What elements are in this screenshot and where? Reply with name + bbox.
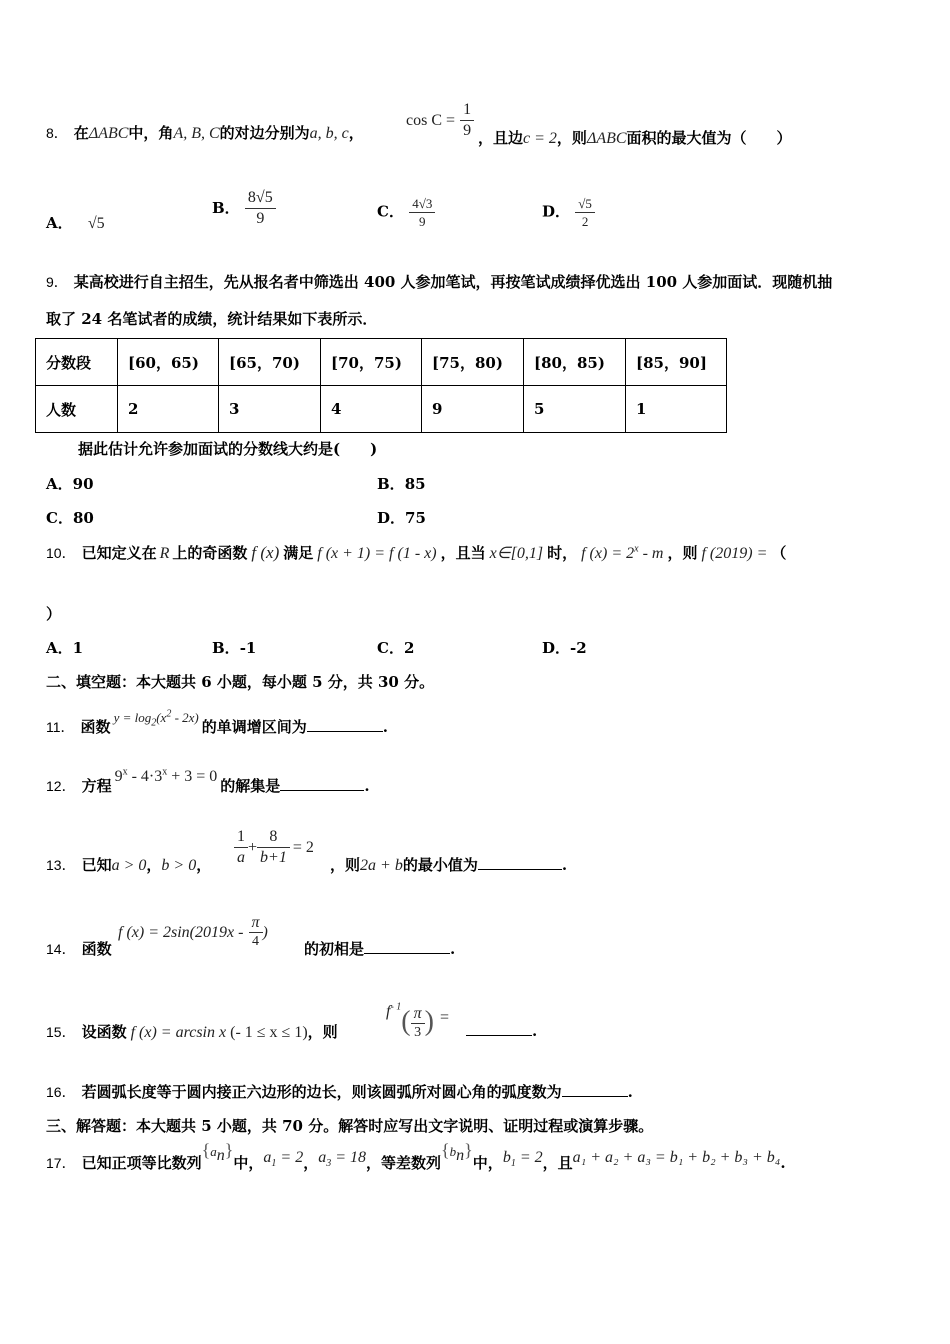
answer-blank[interactable] [364,939,450,954]
text: . [532,1022,538,1040]
math-part: a [210,1144,217,1159]
question-number: 13． [46,857,76,873]
option-label: D． [542,202,571,221]
math-fx: f (x) [251,543,280,562]
question-number: 14． [46,941,76,957]
math-plus: + [248,839,258,856]
question-number: 16． [46,1084,76,1100]
math-exponent: x [122,766,128,778]
table-cell: 9 [422,386,524,433]
table-header-cell: 人数 [36,386,118,433]
text: 二、填空题：本大题共 6 小题，每小题 5 分，共 30 分。 [46,673,435,691]
option-value: √5 [87,215,105,232]
denominator: a [237,849,245,866]
fraction [234,827,248,868]
table-cell: [80，85) [524,339,626,386]
text: . [627,1083,633,1101]
math-subscript: n [216,1147,225,1164]
option-b[interactable] [212,637,256,658]
table-cell: [70，75) [321,339,422,386]
math-subscript: 2 [151,717,157,729]
option-a[interactable] [46,473,94,494]
question-number: 10． [46,545,76,561]
option-value: -2 [570,639,587,657]
numerator: π [249,914,263,933]
question-17 [46,1140,786,1177]
text: ） [46,605,62,623]
math-exponent: 2 [166,708,172,720]
math-function: f (x) = arcsin x [130,1024,227,1041]
text: 面积的最大值为（ ） [626,129,792,147]
text: 中， [472,1154,503,1172]
math-cos: cos C = [406,112,456,129]
inverse-expression [386,1001,449,1042]
option-value: 80 [72,509,94,527]
fraction [575,195,595,230]
paren-right: ) [424,1006,434,1037]
question-14-cont [304,938,455,959]
math-cond [318,1149,366,1170]
math-cond: a > 0 [111,857,147,874]
option-c[interactable] [377,195,435,230]
question-number: 12． [46,778,76,794]
sequence-an [201,1140,234,1164]
option-label: D． [542,639,571,657]
fraction [257,827,290,868]
math-cond: b > 0 [161,857,197,874]
text: ，则 [556,129,587,147]
option-value: 1 [72,639,84,657]
option-d[interactable] [542,195,595,230]
math-triangle: ΔABC [88,125,129,142]
option-d[interactable] [542,637,587,658]
option-value: 2 [403,639,415,657]
math-part: f [386,1003,391,1020]
text: ， [146,856,162,874]
text: 设函数 [81,1023,127,1041]
text: ，则 [307,1023,338,1041]
table-cell: 1 [626,386,727,433]
option-label: C． [46,509,73,527]
table-cell: [65，70) [219,339,321,386]
option-label: D． [377,509,406,527]
math-part: - m [638,545,664,562]
denominator: 9 [419,214,426,229]
text: 已知正项等比数列 [81,1154,202,1172]
text: （ [771,544,787,562]
answer-blank[interactable] [562,1082,628,1097]
text: 函数 [80,718,111,736]
fraction [411,1005,425,1042]
option-value: -1 [239,639,257,657]
question-15 [46,1021,338,1042]
question-12 [46,766,370,796]
option-d[interactable] [377,507,426,528]
section-3-heading [46,1115,653,1136]
math-subscript: 1 [271,1158,277,1170]
text: ， [348,124,364,142]
text: ， [196,856,212,874]
numerator: 8√5 [245,188,276,209]
math-exponent: x [162,766,168,778]
denominator: 2 [581,214,589,229]
question-number: 9． [46,274,68,290]
math-r: R [159,545,170,562]
question-14 [46,938,112,959]
math-part: = 2 [515,1149,543,1166]
math-angles: A, B, C [173,125,220,142]
math-part: b [449,1144,457,1159]
math-subscript: 3 [326,1158,332,1170]
text: 满足 [283,544,314,562]
text: 三、解答题：本大题共 5 小题，共 70 分。解答时应写出文字说明、证明过程或演算步骤。 [46,1117,654,1135]
math-exponent: - 1 [390,1001,402,1013]
option-value: 75 [405,509,426,527]
text: 若圆弧长度等于圆内接正六边形的边长，则该圆弧所对圆心角的弧度数为 [81,1083,562,1101]
table-cell: 2 [118,386,219,433]
option-label: C． [377,202,404,221]
math-eq: = 2 [292,839,314,856]
text: 上的奇函数 [172,544,248,562]
text: . [382,718,389,736]
numerator: 1 [234,827,248,848]
answer-blank[interactable] [280,776,364,791]
question-number: 8． [46,125,68,141]
sequence-bn [441,1140,473,1164]
text: ，且边 [478,129,524,147]
table-cell: 4 [321,386,422,433]
text: 据此估计允许参加面试的分数线大约是( ) [78,440,378,458]
math-subscript: 1 [510,1158,516,1170]
question-13-cont [330,854,567,875]
paren-left: ( [401,1006,411,1037]
text: 已知定义在 [81,544,157,562]
math-domain: x∈[0,1] [489,545,544,562]
math-eq1: f (x + 1) = f (1 - x) [317,545,437,562]
function-expression [118,914,268,951]
option-label: B． [377,475,405,493]
math-equation [115,768,218,785]
math-function: f (x) = 2sin(2019x - [118,924,244,941]
option-label: C． [377,639,404,657]
math-eq3: f (2019) = [701,545,768,562]
question-13 [46,854,211,875]
brace: } [224,1140,234,1160]
question-8 [46,122,364,143]
text: 时， [547,544,578,562]
fraction [409,195,435,230]
answer-blank[interactable] [478,855,562,870]
text: 的解集是 [220,777,281,795]
question-9-line1 [46,271,832,292]
table-header-cell: 分数段 [36,339,118,386]
text: 函数 [81,940,112,958]
text: ，且 [542,1154,573,1172]
option-label: B． [212,198,240,217]
text: ，则 [330,856,361,874]
table-cell: [75，80) [422,339,524,386]
option-a[interactable] [46,637,83,658]
option-c[interactable] [377,637,414,658]
fraction-equation [234,827,314,868]
option-value: 90 [72,475,94,493]
text: 某高校进行自主招生，先从报名者中筛选出 400 人参加笔试，再按笔试成绩择优选出 100 人参加面试．现随机抽 [73,273,833,291]
question-8-cont [478,127,792,148]
numerator: 8 [257,827,290,848]
question-9-line2 [46,308,377,329]
table-cell: 3 [219,386,321,433]
table-cell: 5 [524,386,626,433]
numerator: √5 [575,195,595,213]
table-cell: [85，90] [626,339,727,386]
table-row [36,339,727,386]
math-part: f (x) = 2 [581,545,635,562]
denominator: b+1 [260,849,287,866]
numerator: 4√3 [409,195,435,213]
math-range: (- 1 ≤ x ≤ 1) [230,1024,308,1041]
option-value: 85 [404,475,426,493]
math-part: a [318,1149,327,1166]
option-label: B． [212,639,240,657]
denominator: 4 [252,934,260,949]
option-c[interactable] [46,507,94,528]
text: ，等差数列 [366,1154,442,1172]
math-part: + 3 = 0 [167,768,218,785]
brace: { [201,1140,211,1160]
math-inverse [386,1003,401,1020]
math-cond [263,1149,304,1170]
section-2-heading [46,671,434,692]
option-label: A． [46,475,73,493]
text: 中，角 [128,124,174,142]
fraction [245,188,276,229]
cos-c-expression [406,100,474,141]
text: . [450,940,456,958]
math-eq: = [439,1009,449,1026]
answer-blank[interactable] [307,717,383,732]
math-expr: 2a + b [360,857,403,874]
question-10 [46,542,786,563]
question-number: 11． [46,719,75,735]
denominator: 9 [463,122,472,139]
math-eq2 [581,545,663,562]
math-sides: a, b, c [309,125,349,142]
math-part: = 2 [276,1149,304,1166]
table-row [36,386,727,433]
math-subscript: n [456,1147,465,1164]
text: 取了 24 名笔试者的成绩，统计结果如下表所示． [46,310,378,328]
question-number: 17． [46,1155,76,1171]
text: 方程 [81,777,112,795]
numerator: π [411,1005,425,1024]
math-part: - 4·3 [127,768,163,785]
math-log [113,708,199,729]
text: 的最小值为 [402,856,478,874]
text: . [780,1154,786,1172]
question-11 [46,708,389,739]
math-exponent: x [634,543,639,555]
math-sum-eq: a₁ + a₂ + a₃ = b₁ + b₂ + b₃ + b₄ [572,1149,781,1166]
math-part: (x [156,710,167,725]
text: 中， [233,1154,264,1172]
text: ，且当 [440,544,486,562]
math-part: 9 [114,768,123,785]
math-part: y = log [113,710,152,725]
brace: } [464,1140,473,1160]
text: ，则 [667,544,698,562]
math-cond [502,1149,543,1170]
math-part: - 2x) [171,710,199,725]
text: 已知 [81,856,112,874]
text: . [364,777,370,795]
table-cell: [60，65) [118,339,219,386]
fraction [249,914,263,951]
option-b[interactable] [212,188,276,229]
question-16 [46,1081,633,1102]
answer-blank[interactable] [466,1021,532,1036]
question-10-close [46,603,61,624]
math-part: = 18 [331,1149,366,1166]
denominator: 3 [414,1025,422,1040]
math-c-eq: c = 2 [523,130,557,147]
math-triangle: ΔABC [586,130,627,147]
text: 的对边分别为 [219,124,310,142]
text: . [561,856,568,874]
math-part: a [263,1149,272,1166]
text: 的初相是 [304,940,365,958]
score-table [35,338,727,433]
numerator: 1 [460,100,474,121]
math-paren: ) [262,924,268,941]
math-part: b [502,1149,511,1166]
text: 在 [73,124,89,142]
fraction [460,100,474,141]
denominator: 9 [256,210,265,227]
option-label: A． [46,214,73,232]
question-15-cont [466,1021,537,1040]
option-a[interactable] [46,212,105,233]
brace: { [441,1140,450,1160]
option-label: A． [46,639,73,657]
option-b[interactable] [377,473,426,494]
question-9-prompt [78,438,377,459]
text: ， [303,1154,319,1172]
text: 的单调增区间为 [201,718,307,736]
question-number: 15． [46,1024,76,1040]
